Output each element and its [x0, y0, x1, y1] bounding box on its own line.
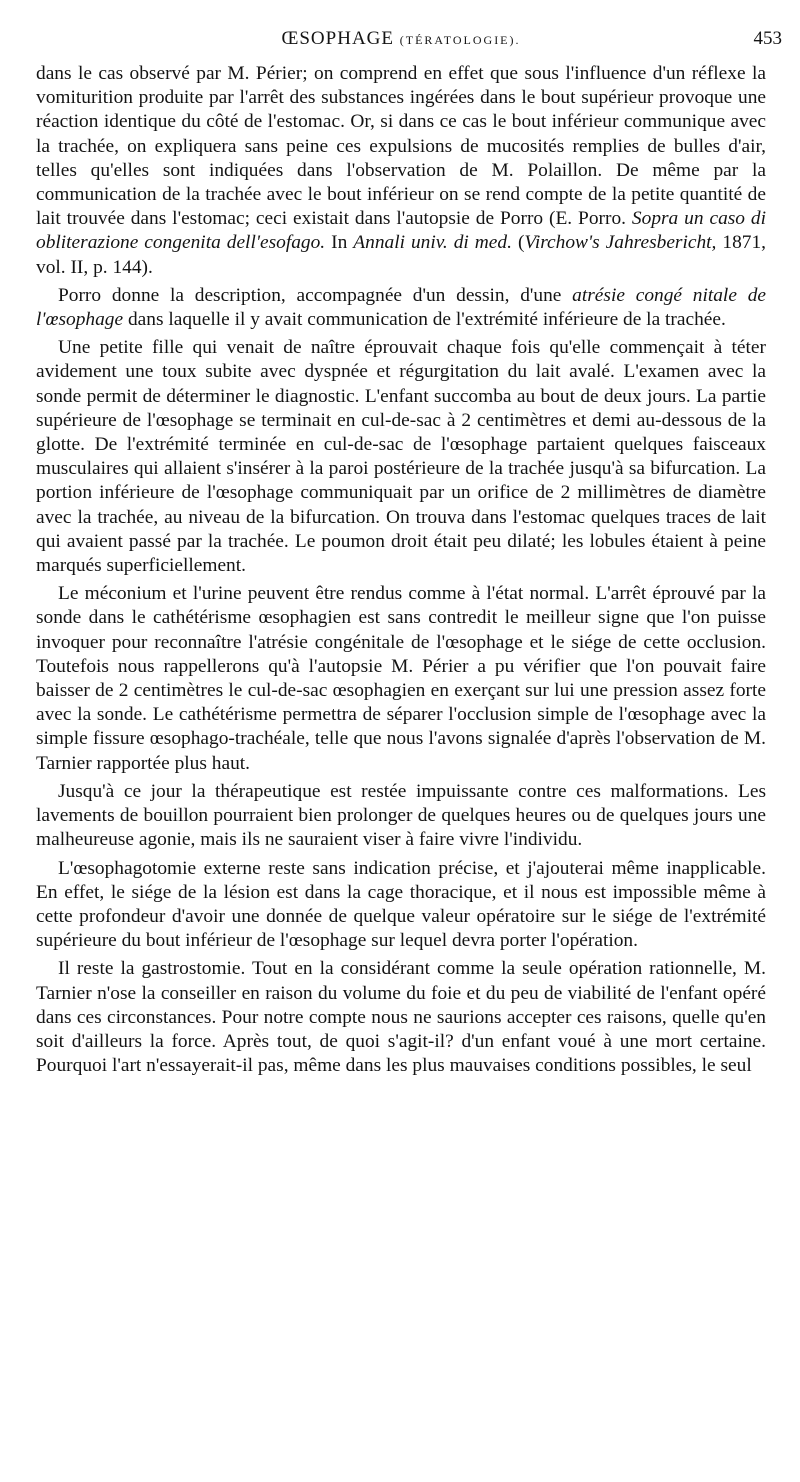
page-number: 453	[753, 28, 782, 49]
paragraph-1: dans le cas observé par M. Périer; on comprend en effet que sous l'influence d'un réflexe la vomiturition produite par l'arrêt des substances ingérées dans le bout supérieur provoque une réaction identique du côté de l'estomac. Or, si dans ce cas le bout inférieur communique avec la trachée, on expliquera sans peine ces expulsions de mucosités remplies de bulles d'air, telles qu'elles sont indiquées dans l'observation de M. Polaillon. De même par la communication de la trachée avec le bout inférieur on se rend compte de la petite quantité de lait trouvée dans l'estomac; ceci existait dans l'autopsie de Porro (E. Porro. Sopra un caso di obliterazione congenita dell'esofago. In Annali univ. di med. (Virchow's Jahresbericht, 1871, vol. II, p. 144).	[36, 63, 767, 278]
running-header	[20, 28, 782, 56]
paragraph-6: L'œsophagotomie externe reste sans indication précise, et j'ajouterai même inapplicable. En effet, le siége de la lésion est dans la cage thoracique, et il nous est impossible même à cette profondeur d'avoir une donnée de quelque valeur opératoire sur le siége de l'extrémité supérieure du bout inférieur de l'œsophage sur lequel devra porter l'opération.	[36, 857, 766, 952]
paragraph-7: Il reste la gastrostomie. Tout en la considérant comme la seule opération rationnelle, M. Tarnier n'ose la conseiller en raison du volume du foie et du peu de viabilité de l'enfant opéré dans ces circonstances. Pour notre compte nous ne saurions accepter ces raisons, quelle qu'en soit d'ailleurs la force. Après tout, de quoi s'agit-il? d'un enfant voué à une mort certaine. Pourquoi l'art n'essayerait-il pas, même dans les plus mauvaises conditions possibles, le seul	[36, 958, 766, 1077]
paragraph-4: Le méconium et l'urine peuvent être rendus comme à l'état normal. L'arrêt éprouvé par la sonde dans le cathétérisme œsophagien est sans contredit le meilleur signe que l'on puisse invoquer pour reconnaître l'atrésie congénitale de l'œsophage et le siége de cette occlusion. Toutefois nous rappellerons qu'à l'autopsie M. Périer a pu vérifier que l'on pouvait faire baisser de 2 centimètres le cul-de-sac œsophagien en exerçant sur lui une pression assez forte avec la sonde. Le cathétérisme permettra de séparer l'occlusion simple de l'œsophage avec la simple fissure œsophago-trachéale, telle que nous l'avons signalée d'après l'observation de M. Tarnier rapportée plus haut.	[36, 583, 766, 774]
journal-name: Annali univ. di med.	[353, 232, 512, 254]
emphasis-term: atrésie congé nitale de l'œsophage	[36, 284, 766, 331]
paragraph-3: Une petite fille qui venait de naître éprouvait chaque fois qu'elle commençait à téter avidement une toux subite avec dyspnée et régurgitation du lait avalé. L'examen avec la sonde permit de déterminer le diagnostic. L'enfant succomba au bout de deux jours. La partie supérieure de l'œsophage se terminait en cul-de-sac à 2 centimètres et demi au-dessous de la glotte. De l'extrémité terminée en cul-de-sac de l'œsophage partaient quelques faisceaux musculaires qui allaient s'insérer à la paroi postérieure de la trachée jusqu'à sa bifurcation. La portion inférieure de l'œsophage communiquait par un orifice de 2 millimètres de diamètre avec la trachée, au niveau de la bifurcation. On trouva dans l'estomac quelques traces de lait qui avaient passé par la trachée. Le poumon droit était peu dilaté; les lobules étaient à peine marqués superficiellement.	[36, 337, 766, 577]
paragraph-2: Porro donne la description, accompagnée d'un dessin, d'une atrésie congé nitale de l'œsophage dans laquelle il y avait communication de l'extrémité inférieure de la trachée.	[36, 284, 766, 331]
paragraph-5: Jusqu'à ce jour la thérapeutique est restée impuissante contre ces malformations. Les lavements de bouillon pourraient bien prolonger de quelques heures ou de quelques jours une malheureuse agonie, mais ils ne sauraient viser à faire vivre l'individu.	[36, 780, 766, 851]
body-text	[36, 62, 766, 1078]
section-label: (TÉRATOLOGIE).	[399, 33, 521, 47]
running-title: ŒSOPHAGE (TÉRATOLOGIE).	[281, 28, 521, 49]
source-name: Virchow's Jahresbericht,	[524, 232, 717, 254]
citation-title: Sopra un caso di obliterazione congenita dell'esofago.	[36, 208, 766, 254]
